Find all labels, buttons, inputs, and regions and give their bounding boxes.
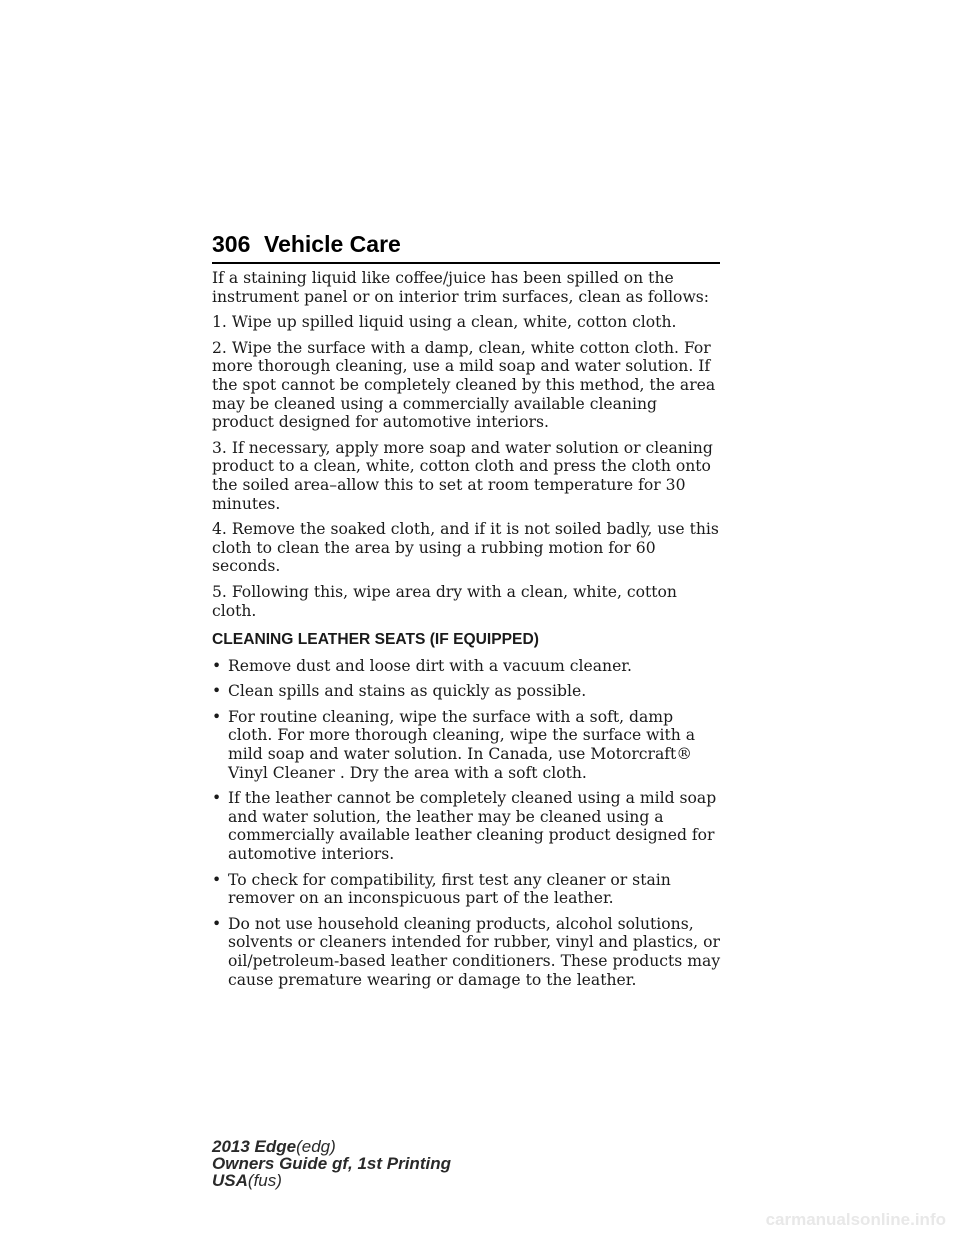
bullet-icon: •: [212, 707, 222, 726]
intro-paragraph: If a staining liquid like coffee/juice has been spilled on the instrument panel or on interior trim surfaces, clean as follows:: [212, 269, 710, 306]
page-body: [212, 269, 722, 996]
bullet-icon: •: [212, 914, 222, 933]
watermark: carmanualsonline.info: [765, 1210, 946, 1229]
step-5: 5. Following this, wipe area dry with a clean, white, cotton cloth.: [212, 582, 677, 620]
list-item: [212, 871, 722, 908]
step-4: 4. Remove the soaked cloth, and if it is not soiled badly, use this cloth to clean the area by using a rubbing motion for 60 seconds.: [212, 520, 719, 576]
bullet-text: To check for compatibility, first test any cleaner or stain remover on an inconspicuous part of the leather.: [228, 870, 671, 908]
bullet-icon: •: [212, 870, 222, 889]
page-header: [212, 226, 720, 264]
bullet-icon: •: [212, 656, 222, 675]
bullet-text: Do not use household cleaning products, alcohol solutions, solvents or cleaners intended for rubber, vinyl and plastics, or oil/petroleum-based leather conditioners. These products may cause premature wearing or damage to the leather.: [228, 914, 721, 989]
footer-guide-edition: Owners Guide gf, 1st Printing: [212, 1154, 451, 1173]
step-2: 2. Wipe the surface with a damp, clean, white cotton cloth. For more thorough cleaning, use a mild soap and water solution. If the spot cannot be completely cleaned by this method, the area may be cleaned using a commercially available cleaning product designed for automotive interiors.: [212, 338, 716, 432]
footer-model: 2013 Edge: [212, 1137, 297, 1156]
footer-market-code: (fus): [247, 1171, 282, 1190]
page-number: 306: [212, 231, 251, 257]
list-item: [212, 708, 722, 782]
section-title: Vehicle Care: [264, 231, 401, 257]
list-item: [212, 789, 722, 863]
print-footer: [212, 1138, 451, 1189]
leather-heading: CLEANING LEATHER SEATS (IF EQUIPPED): [212, 631, 539, 649]
bullet-text: Remove dust and loose dirt with a vacuum cleaner.: [228, 656, 633, 675]
bullet-text: If the leather cannot be completely cleaned using a mild soap and water solution, the leather may be cleaned using a commercially available leather cleaning product designed for automotive interiors.: [228, 789, 717, 864]
bullet-text: Clean spills and stains as quickly as possible.: [228, 682, 587, 701]
list-item: [212, 915, 722, 989]
bullet-icon: •: [212, 789, 222, 808]
footer-model-code: (edg): [296, 1137, 336, 1156]
step-1: 1. Wipe up spilled liquid using a clean, white, cotton cloth.: [212, 313, 677, 332]
footer-market: USA: [212, 1171, 248, 1190]
list-item: [212, 682, 722, 701]
step-3: 3. If necessary, apply more soap and water solution or cleaning product to a clean, white, cotton cloth and press the cloth onto the soiled area–allow this to set at room temperature for 30 minutes.: [212, 438, 713, 513]
bullet-icon: •: [212, 682, 222, 701]
bullet-text: For routine cleaning, wipe the surface with a soft, damp cloth. For more thorough cleaning, wipe the surface with a mild soap and water solution. In Canada, use Motorcraft® Vinyl Cleaner . Dry the area with a soft cloth.: [228, 707, 696, 782]
leather-bullet-list: [212, 657, 722, 990]
list-item: [212, 657, 722, 676]
